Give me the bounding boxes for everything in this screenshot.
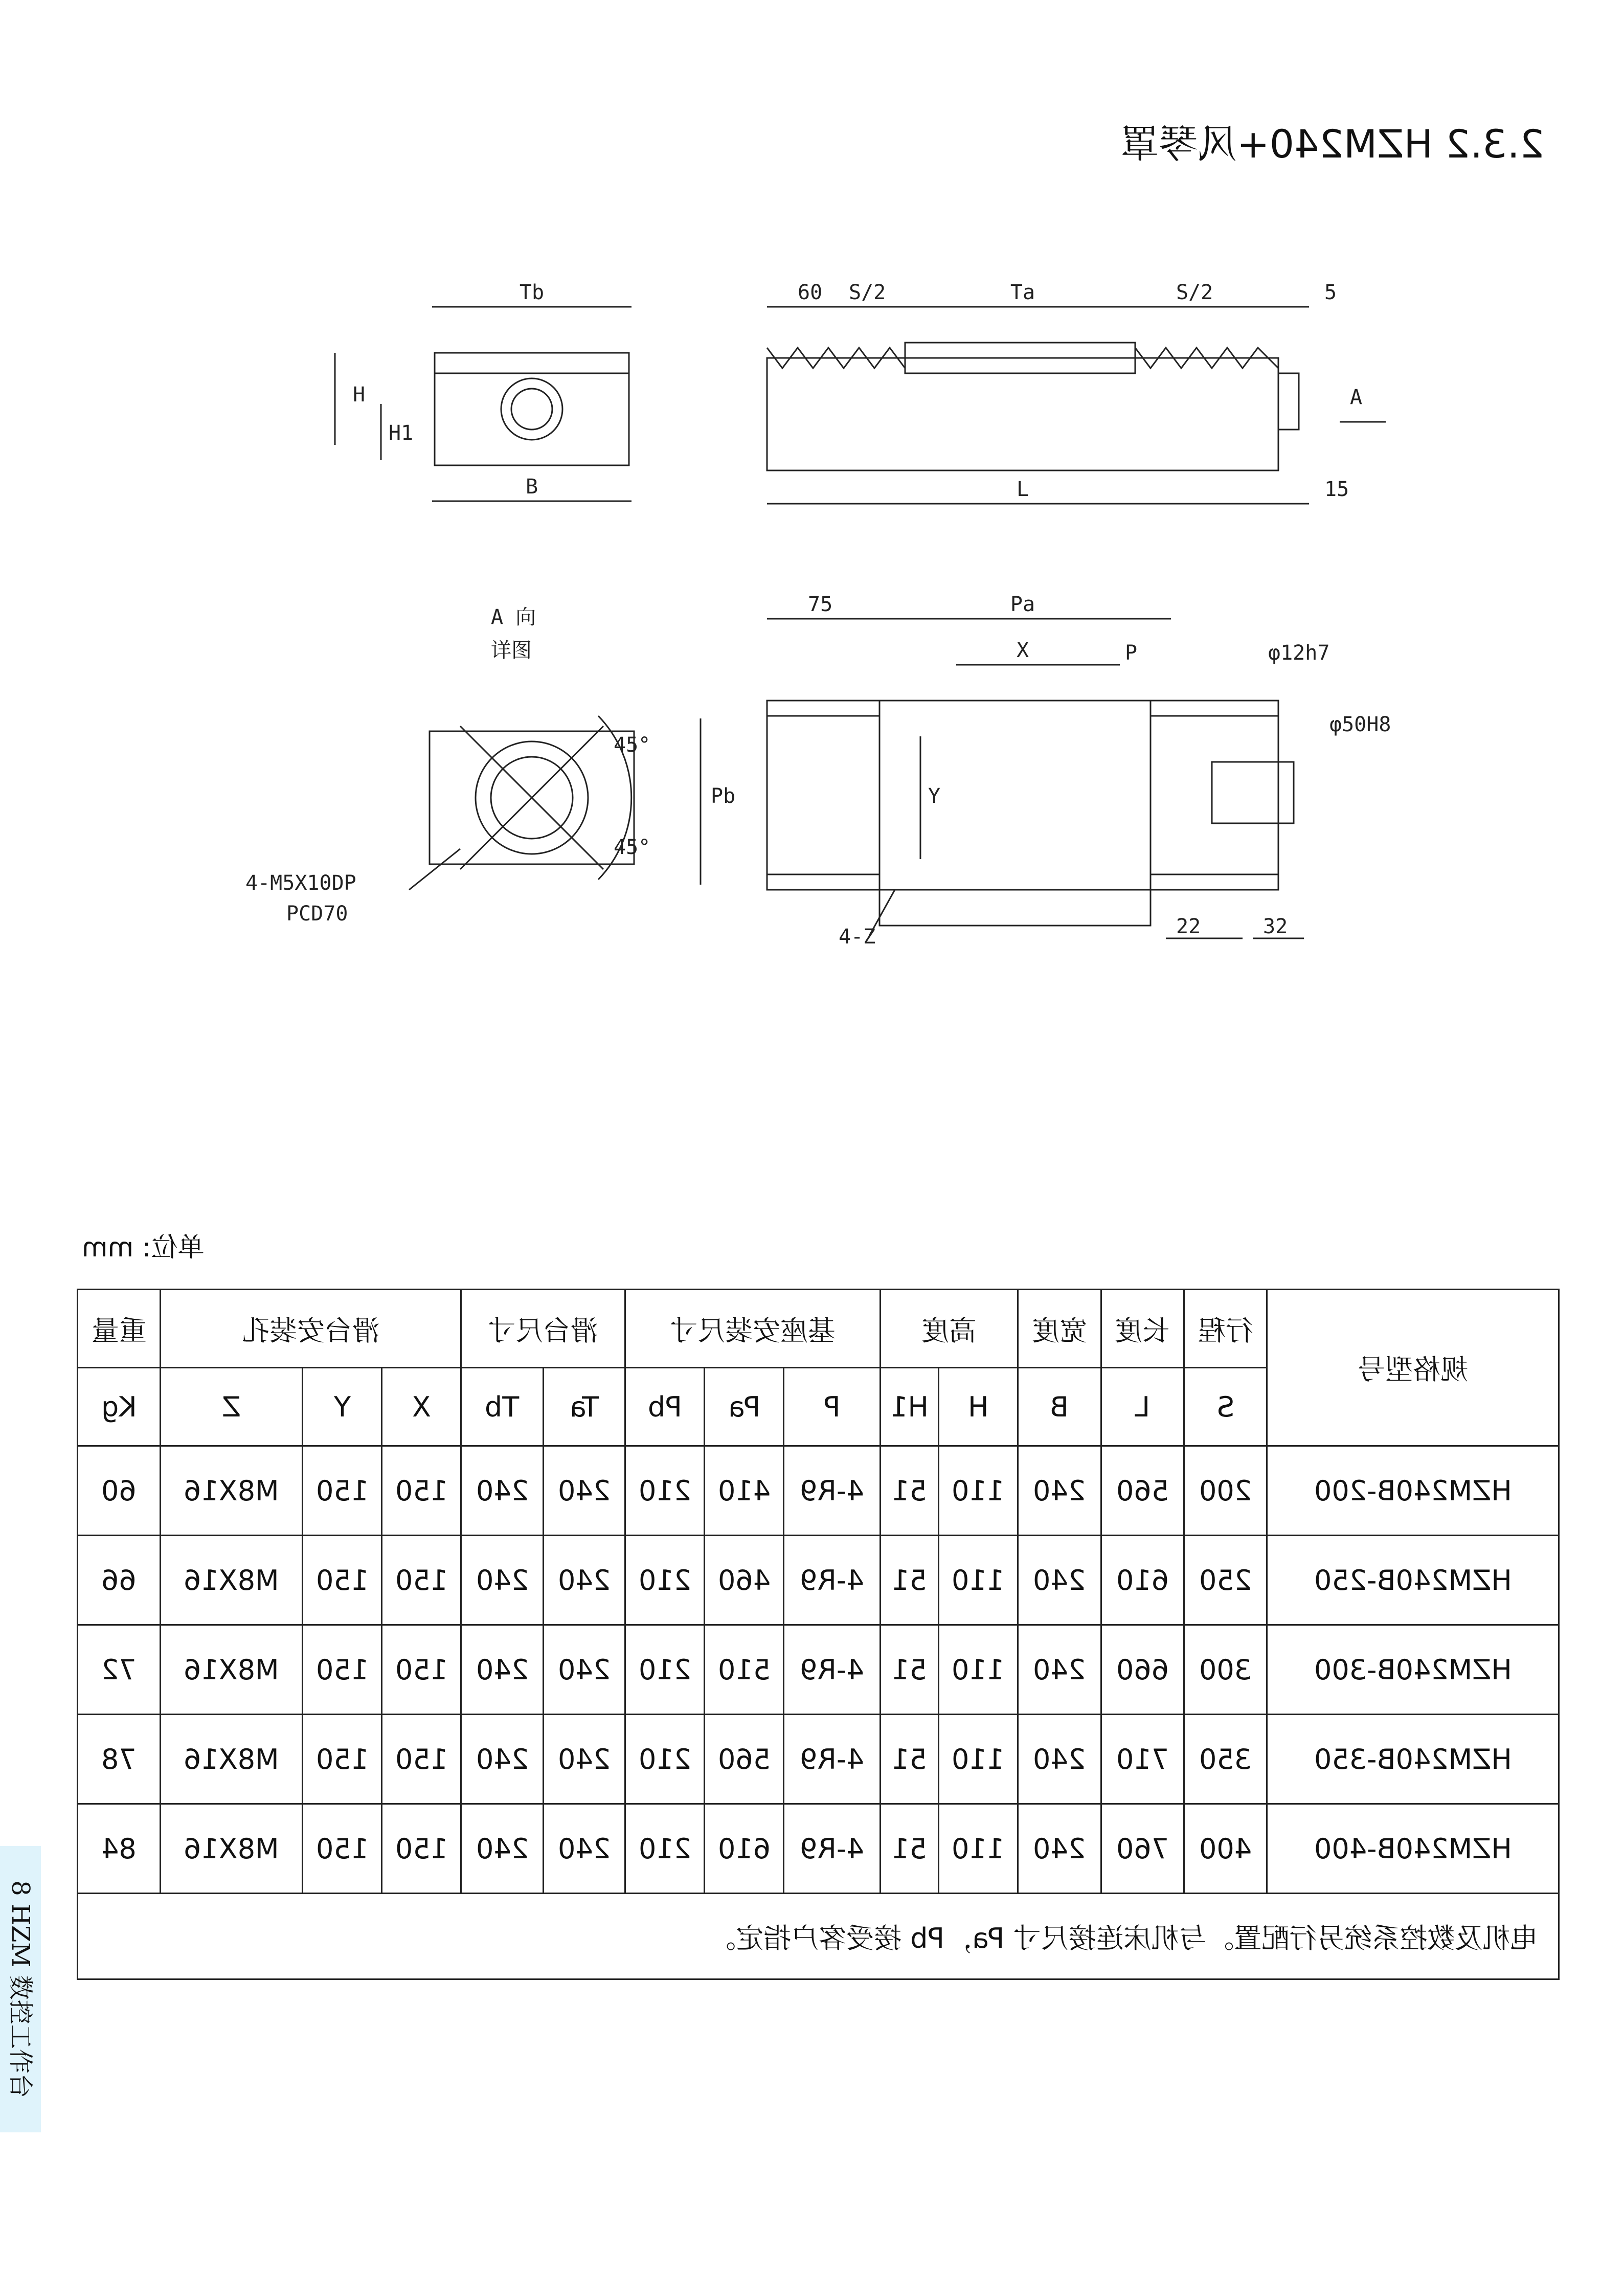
cell-model: HZM240B-250 (1267, 1536, 1559, 1625)
param-l: L (1101, 1368, 1184, 1446)
label-ta: Ta (1010, 281, 1035, 304)
cell-pa: 610 (705, 1804, 784, 1894)
label-s-half-left: S/2 (849, 281, 886, 304)
cell-y: 150 (302, 1715, 381, 1804)
motor-flange (1278, 373, 1299, 430)
bolt-leader (409, 849, 460, 890)
cell-pb: 210 (625, 1804, 704, 1894)
label-tb: Tb (519, 281, 545, 304)
end-view-body (435, 353, 629, 465)
cell-l: 760 (1101, 1804, 1184, 1894)
cell-kg: 66 (78, 1536, 161, 1625)
label-y: Y (928, 784, 941, 808)
cell-y: 150 (302, 1536, 381, 1625)
label-x: X (1016, 639, 1029, 662)
label-forty-five-bottom: 45° (614, 836, 651, 859)
label-pa: Pa (1010, 593, 1035, 616)
cell-p: 4-R9 (784, 1625, 880, 1715)
cell-s: 300 (1184, 1625, 1267, 1715)
group-height: 高度 (880, 1290, 1018, 1368)
cell-z: M8X16 (161, 1536, 303, 1625)
cell-kg: 78 (78, 1715, 161, 1804)
end-view-bearing (501, 378, 562, 440)
table-row (78, 1715, 1559, 1804)
param-h: H (938, 1368, 1018, 1446)
cell-b: 240 (1018, 1715, 1101, 1804)
label-a: A (1350, 386, 1363, 409)
group-weight: 重量 (78, 1290, 161, 1368)
param-b: B (1018, 1368, 1101, 1446)
param-h1: H1 (880, 1368, 938, 1446)
top-view-body (767, 701, 1278, 890)
drawing-svg (0, 0, 1624, 1023)
label-twenty-two: 22 (1176, 915, 1201, 938)
label-pcd: PCD70 (286, 902, 348, 926)
cell-tb: 240 (461, 1446, 543, 1536)
cell-b: 240 (1018, 1446, 1101, 1536)
side-tab-label: 8 HZM 数控工作台 (6, 1880, 35, 2098)
cell-h1: 51 (880, 1625, 938, 1715)
end-view-shaft (511, 389, 552, 430)
group-base-mount-size: 基座安装尺寸 (625, 1290, 880, 1368)
end-view-carriage (435, 353, 629, 373)
cell-z: M8X16 (161, 1715, 303, 1804)
cell-z: M8X16 (161, 1625, 303, 1715)
cell-h: 110 (938, 1446, 1018, 1536)
cell-p: 4-R9 (784, 1446, 880, 1536)
cell-l: 660 (1101, 1625, 1184, 1715)
cell-model: HZM240B-300 (1267, 1625, 1559, 1715)
cell-y: 150 (302, 1804, 381, 1894)
param-y: Y (302, 1368, 381, 1446)
cell-pb: 210 (625, 1536, 704, 1625)
label-phi12h7: φ12h7 (1268, 641, 1330, 665)
cell-s: 250 (1184, 1536, 1267, 1625)
label-h1: H1 (389, 421, 414, 445)
label-b: B (525, 475, 538, 499)
label-a-view-line2: 详图 (491, 639, 532, 662)
param-kg: Kg (78, 1368, 161, 1446)
param-s: S (1184, 1368, 1267, 1446)
table-note-row (78, 1894, 1559, 1979)
cell-kg: 60 (78, 1446, 161, 1536)
cell-h: 110 (938, 1715, 1018, 1804)
cell-p: 4-R9 (784, 1536, 880, 1625)
cell-s: 400 (1184, 1804, 1267, 1894)
label-four-z: 4-Z (839, 925, 876, 949)
top-view-coupling (1212, 762, 1294, 823)
top-view-bellows-right (1151, 716, 1278, 874)
cell-pa: 560 (705, 1715, 784, 1804)
cell-x: 150 (382, 1536, 461, 1625)
table-group-row (78, 1290, 1559, 1368)
label-s-half-right: S/2 (1176, 281, 1213, 304)
label-fifteen: 15 (1324, 478, 1349, 501)
cell-y: 150 (302, 1446, 381, 1536)
cell-h1: 51 (880, 1804, 938, 1894)
cell-tb: 240 (461, 1625, 543, 1715)
param-p: P (784, 1368, 880, 1446)
label-a-view-line1: A 向 (491, 605, 536, 629)
cell-b: 240 (1018, 1536, 1101, 1625)
label-thirty-two: 32 (1263, 915, 1288, 938)
table-note: 电机及数控系统另行配置。与机床连接尺寸 Pa，Pb 接受客户指定。 (78, 1894, 1559, 1979)
cell-s: 200 (1184, 1446, 1267, 1536)
cell-h1: 51 (880, 1715, 938, 1804)
cell-pa: 510 (705, 1625, 784, 1715)
table-row (78, 1625, 1559, 1715)
technical-drawing (0, 0, 1624, 1023)
top-view-bellows-left (767, 716, 879, 874)
param-z: Z (161, 1368, 303, 1446)
cell-x: 150 (382, 1715, 461, 1804)
cell-h: 110 (938, 1625, 1018, 1715)
cell-pa: 410 (705, 1446, 784, 1536)
table-row (78, 1536, 1559, 1625)
cell-h: 110 (938, 1804, 1018, 1894)
label-pb: Pb (711, 784, 736, 808)
cell-x: 150 (382, 1625, 461, 1715)
param-ta: Ta (543, 1368, 625, 1446)
cell-h1: 51 (880, 1536, 938, 1625)
group-slide-size: 滑台尺寸 (461, 1290, 625, 1368)
spec-table (77, 1289, 1560, 1980)
group-stroke: 行程 (1184, 1290, 1267, 1368)
param-tb: Tb (461, 1368, 543, 1446)
cell-b: 240 (1018, 1625, 1101, 1715)
label-bolt-note: 4-M5X10DP (245, 871, 356, 895)
group-slide-mount-holes: 滑台安装孔 (161, 1290, 461, 1368)
cell-x: 150 (382, 1446, 461, 1536)
cell-y: 150 (302, 1625, 381, 1715)
param-x: X (382, 1368, 461, 1446)
cell-s: 350 (1184, 1715, 1267, 1804)
cell-x: 150 (382, 1804, 461, 1894)
param-pa: Pa (705, 1368, 784, 1446)
cell-ta: 240 (543, 1804, 625, 1894)
cell-p: 4-R9 (784, 1715, 880, 1804)
param-pb: Pb (625, 1368, 704, 1446)
label-h: H (353, 383, 366, 407)
cell-z: M8X16 (161, 1804, 303, 1894)
cell-tb: 240 (461, 1804, 543, 1894)
cell-tb: 240 (461, 1536, 543, 1625)
cell-model: HZM240B-350 (1267, 1715, 1559, 1804)
unit-label (82, 1227, 245, 1268)
label-forty-five-top: 45° (614, 733, 651, 757)
table-row (78, 1804, 1559, 1894)
cell-tb: 240 (461, 1715, 543, 1804)
label-sixty: 60 (798, 281, 823, 304)
group-length: 长度 (1101, 1290, 1184, 1368)
cell-pa: 460 (705, 1536, 784, 1625)
side-view-body (767, 358, 1278, 470)
cell-l: 710 (1101, 1715, 1184, 1804)
cell-h1: 51 (880, 1446, 938, 1536)
label-five: 5 (1324, 281, 1337, 304)
cell-ta: 240 (543, 1715, 625, 1804)
cell-ta: 240 (543, 1625, 625, 1715)
group-model: 规格型号 (1267, 1290, 1559, 1446)
cell-kg: 84 (78, 1804, 161, 1894)
label-seventy-five: 75 (808, 593, 833, 616)
cell-p: 4-R9 (784, 1804, 880, 1894)
cell-kg: 72 (78, 1625, 161, 1715)
unit-label-text: 单位: mm (82, 1232, 205, 1263)
cell-l: 610 (1101, 1536, 1184, 1625)
cell-pb: 210 (625, 1625, 704, 1715)
table-row (78, 1446, 1559, 1536)
cell-model: HZM240B-200 (1267, 1446, 1559, 1536)
group-width: 宽度 (1018, 1290, 1101, 1368)
cell-ta: 240 (543, 1446, 625, 1536)
cell-pb: 210 (625, 1446, 704, 1536)
cell-model: HZM240B-400 (1267, 1804, 1559, 1894)
cell-ta: 240 (543, 1536, 625, 1625)
side-tab (0, 1846, 41, 2132)
cell-l: 560 (1101, 1446, 1184, 1536)
cell-h: 110 (938, 1536, 1018, 1625)
cell-b: 240 (1018, 1804, 1101, 1894)
label-phi50h8: φ50H8 (1329, 713, 1391, 736)
cell-pb: 210 (625, 1715, 704, 1804)
section-title-text: 2.3.2 HZM240+风琴罩 (1120, 121, 1544, 167)
label-l: L (1016, 478, 1029, 501)
cell-z: M8X16 (161, 1446, 303, 1536)
label-p: P (1125, 641, 1138, 665)
